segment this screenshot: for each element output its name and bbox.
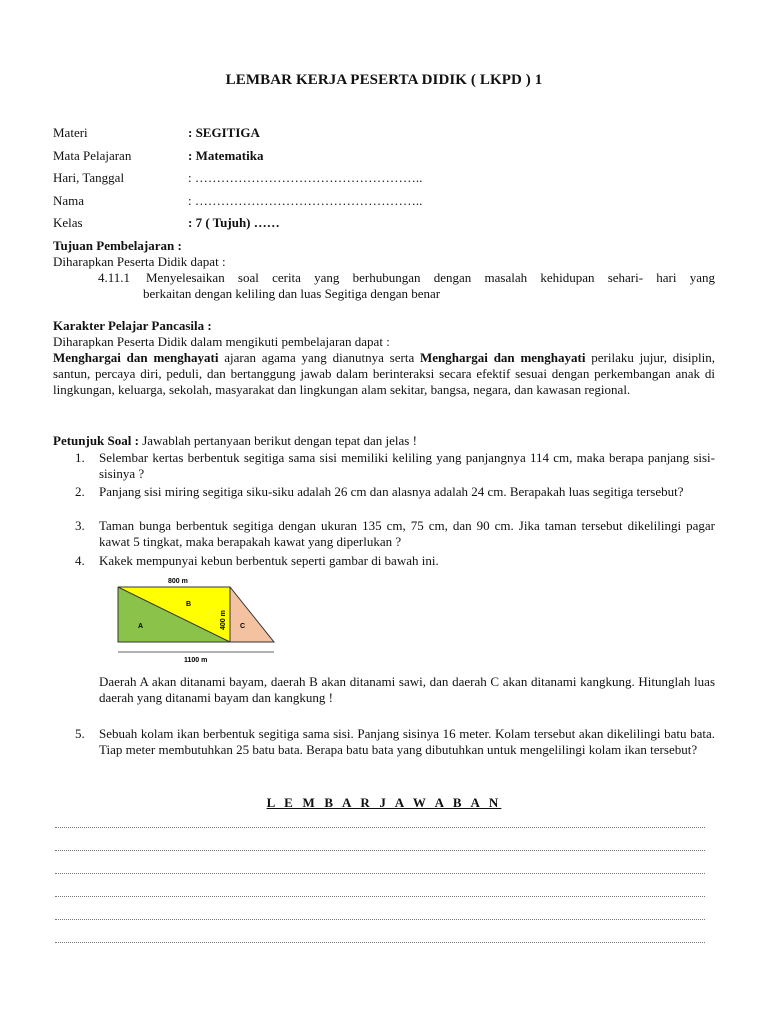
- info-value: : SEGITIGA: [188, 125, 260, 140]
- worksheet-title: LEMBAR KERJA PESERTA DIDIK ( LKPD ) 1: [225, 72, 543, 88]
- info-value: : ……………………………………………..: [188, 170, 423, 185]
- top-label: 800 m: [168, 578, 188, 585]
- info-value: : ……………………………………………..: [188, 193, 423, 208]
- question-text: Sebuah kolam ikan berbentuk segitiga sama sisi. Panjang sisinya 16 meter. Kolam tersebut akan dikelilingi batu bata. Tiap meter membutuhkan 25 batu bata. Berapa batu bata yang dibutuhkan untuk mengelilingi kolam ikan tersebut?: [99, 726, 715, 757]
- bottom-label: 1100 m: [184, 657, 208, 664]
- karakter-text-2: perilaku jujur, disiplin, santun, percaya diri, peduli, dan bertanggung jawab dalam berinteraksi secara efektif sesuai dengan perkembangan anak di lingkungan, keluarga, sekolah, masyarakat dan lingkungan alam sekitar, bangsa, negara, dan kawasan regional.: [53, 350, 716, 397]
- info-label: Mata Pelajaran: [53, 148, 132, 163]
- karakter-text-1: ajaran agama yang dianutnya serta: [218, 350, 421, 365]
- tujuan-line-2: berkaitan dengan keliling dan luas Segitiga dengan benar: [143, 286, 441, 301]
- question-number: 3.: [75, 518, 85, 533]
- question-number: 5.: [75, 726, 85, 741]
- petunjuk-line: [53, 433, 715, 449]
- karakter-intro: Diharapkan Peserta Didik dalam mengikuti pembelajaran dapat :: [53, 334, 390, 349]
- info-row-mata-pelajaran: [53, 148, 733, 164]
- tujuan-intro: Diharapkan Peserta Didik dapat :: [53, 254, 226, 269]
- info-label: Hari, Tanggal: [53, 170, 125, 185]
- karakter-bold-1: Menghargai dan menghayati: [53, 350, 219, 365]
- answer-line-4[interactable]: [55, 894, 705, 897]
- question-text: Selembar kertas berbentuk segitiga sama sisi memiliki keliling yang panjangnya 114 cm, maka berapa panjang sisi-sisinya ?: [99, 450, 715, 481]
- tujuan-code: 4.11.1: [98, 270, 131, 285]
- info-label: Kelas: [53, 215, 83, 230]
- question-number: 2.: [75, 484, 85, 499]
- answer-line-2[interactable]: [55, 848, 705, 851]
- question-number: 4.: [75, 553, 85, 568]
- garden-figure: [108, 572, 290, 664]
- tujuan-line-1: Menyelesaikan soal cerita yang berhubungan dengan masalah kehidupan sehari- hari yang: [146, 270, 715, 285]
- question-text: Panjang sisi miring segitiga siku-siku adalah 26 cm dan alasnya adalah 24 cm. Berapakah luas segitiga tersebut?: [99, 484, 684, 499]
- karakter-bold-2: Menghargai dan menghayati: [420, 350, 586, 365]
- answer-line-6[interactable]: [55, 940, 705, 943]
- info-value: : 7 ( Tujuh) ……: [188, 215, 280, 230]
- info-value: : Matematika: [188, 148, 264, 163]
- info-row-materi: [53, 125, 733, 141]
- answer-line-1[interactable]: [55, 825, 705, 828]
- region-a-label: A: [138, 623, 144, 630]
- answer-line-3[interactable]: [55, 871, 705, 874]
- question-text: Kakek mempunyai kebun berbentuk seperti gambar di bawah ini.: [99, 553, 439, 568]
- question-text: Taman bunga berbentuk segitiga dengan ukuran 135 cm, 75 cm, dan 90 cm. Jika taman tersebut dikelilingi pagar kawat 5 tingkat, maka berapakah kawat yang diperlukan ?: [99, 518, 715, 549]
- jawaban-title: L E M B A R J A W A B A N: [266, 795, 502, 810]
- info-row-kelas: [53, 215, 733, 231]
- question-4-followup: Daerah A akan ditanami bayam, daerah B akan ditanami sawi, dan daerah C akan ditanami kangkung. Hitunglah luas daerah yang ditanami bayam dan kangkung !: [99, 674, 715, 705]
- karakter-paragraph: [53, 350, 715, 398]
- info-row-hari-tanggal: [53, 170, 733, 186]
- answer-line-5[interactable]: [55, 917, 705, 920]
- region-b-label: B: [186, 601, 192, 608]
- height-label: 400 m: [220, 610, 227, 630]
- petunjuk-text: Jawablah pertanyaan berikut dengan tepat dan jelas !: [138, 433, 417, 448]
- question-number: 1.: [75, 450, 85, 465]
- karakter-heading: Karakter Pelajar Pancasila :: [53, 318, 212, 333]
- info-row-nama: [53, 193, 733, 209]
- info-label: Nama: [53, 193, 85, 208]
- info-label: Materi: [53, 125, 88, 140]
- tujuan-heading: Tujuan Pembelajaran :: [53, 238, 182, 253]
- petunjuk-label: Petunjuk Soal :: [53, 433, 139, 448]
- region-c-label: C: [240, 623, 246, 630]
